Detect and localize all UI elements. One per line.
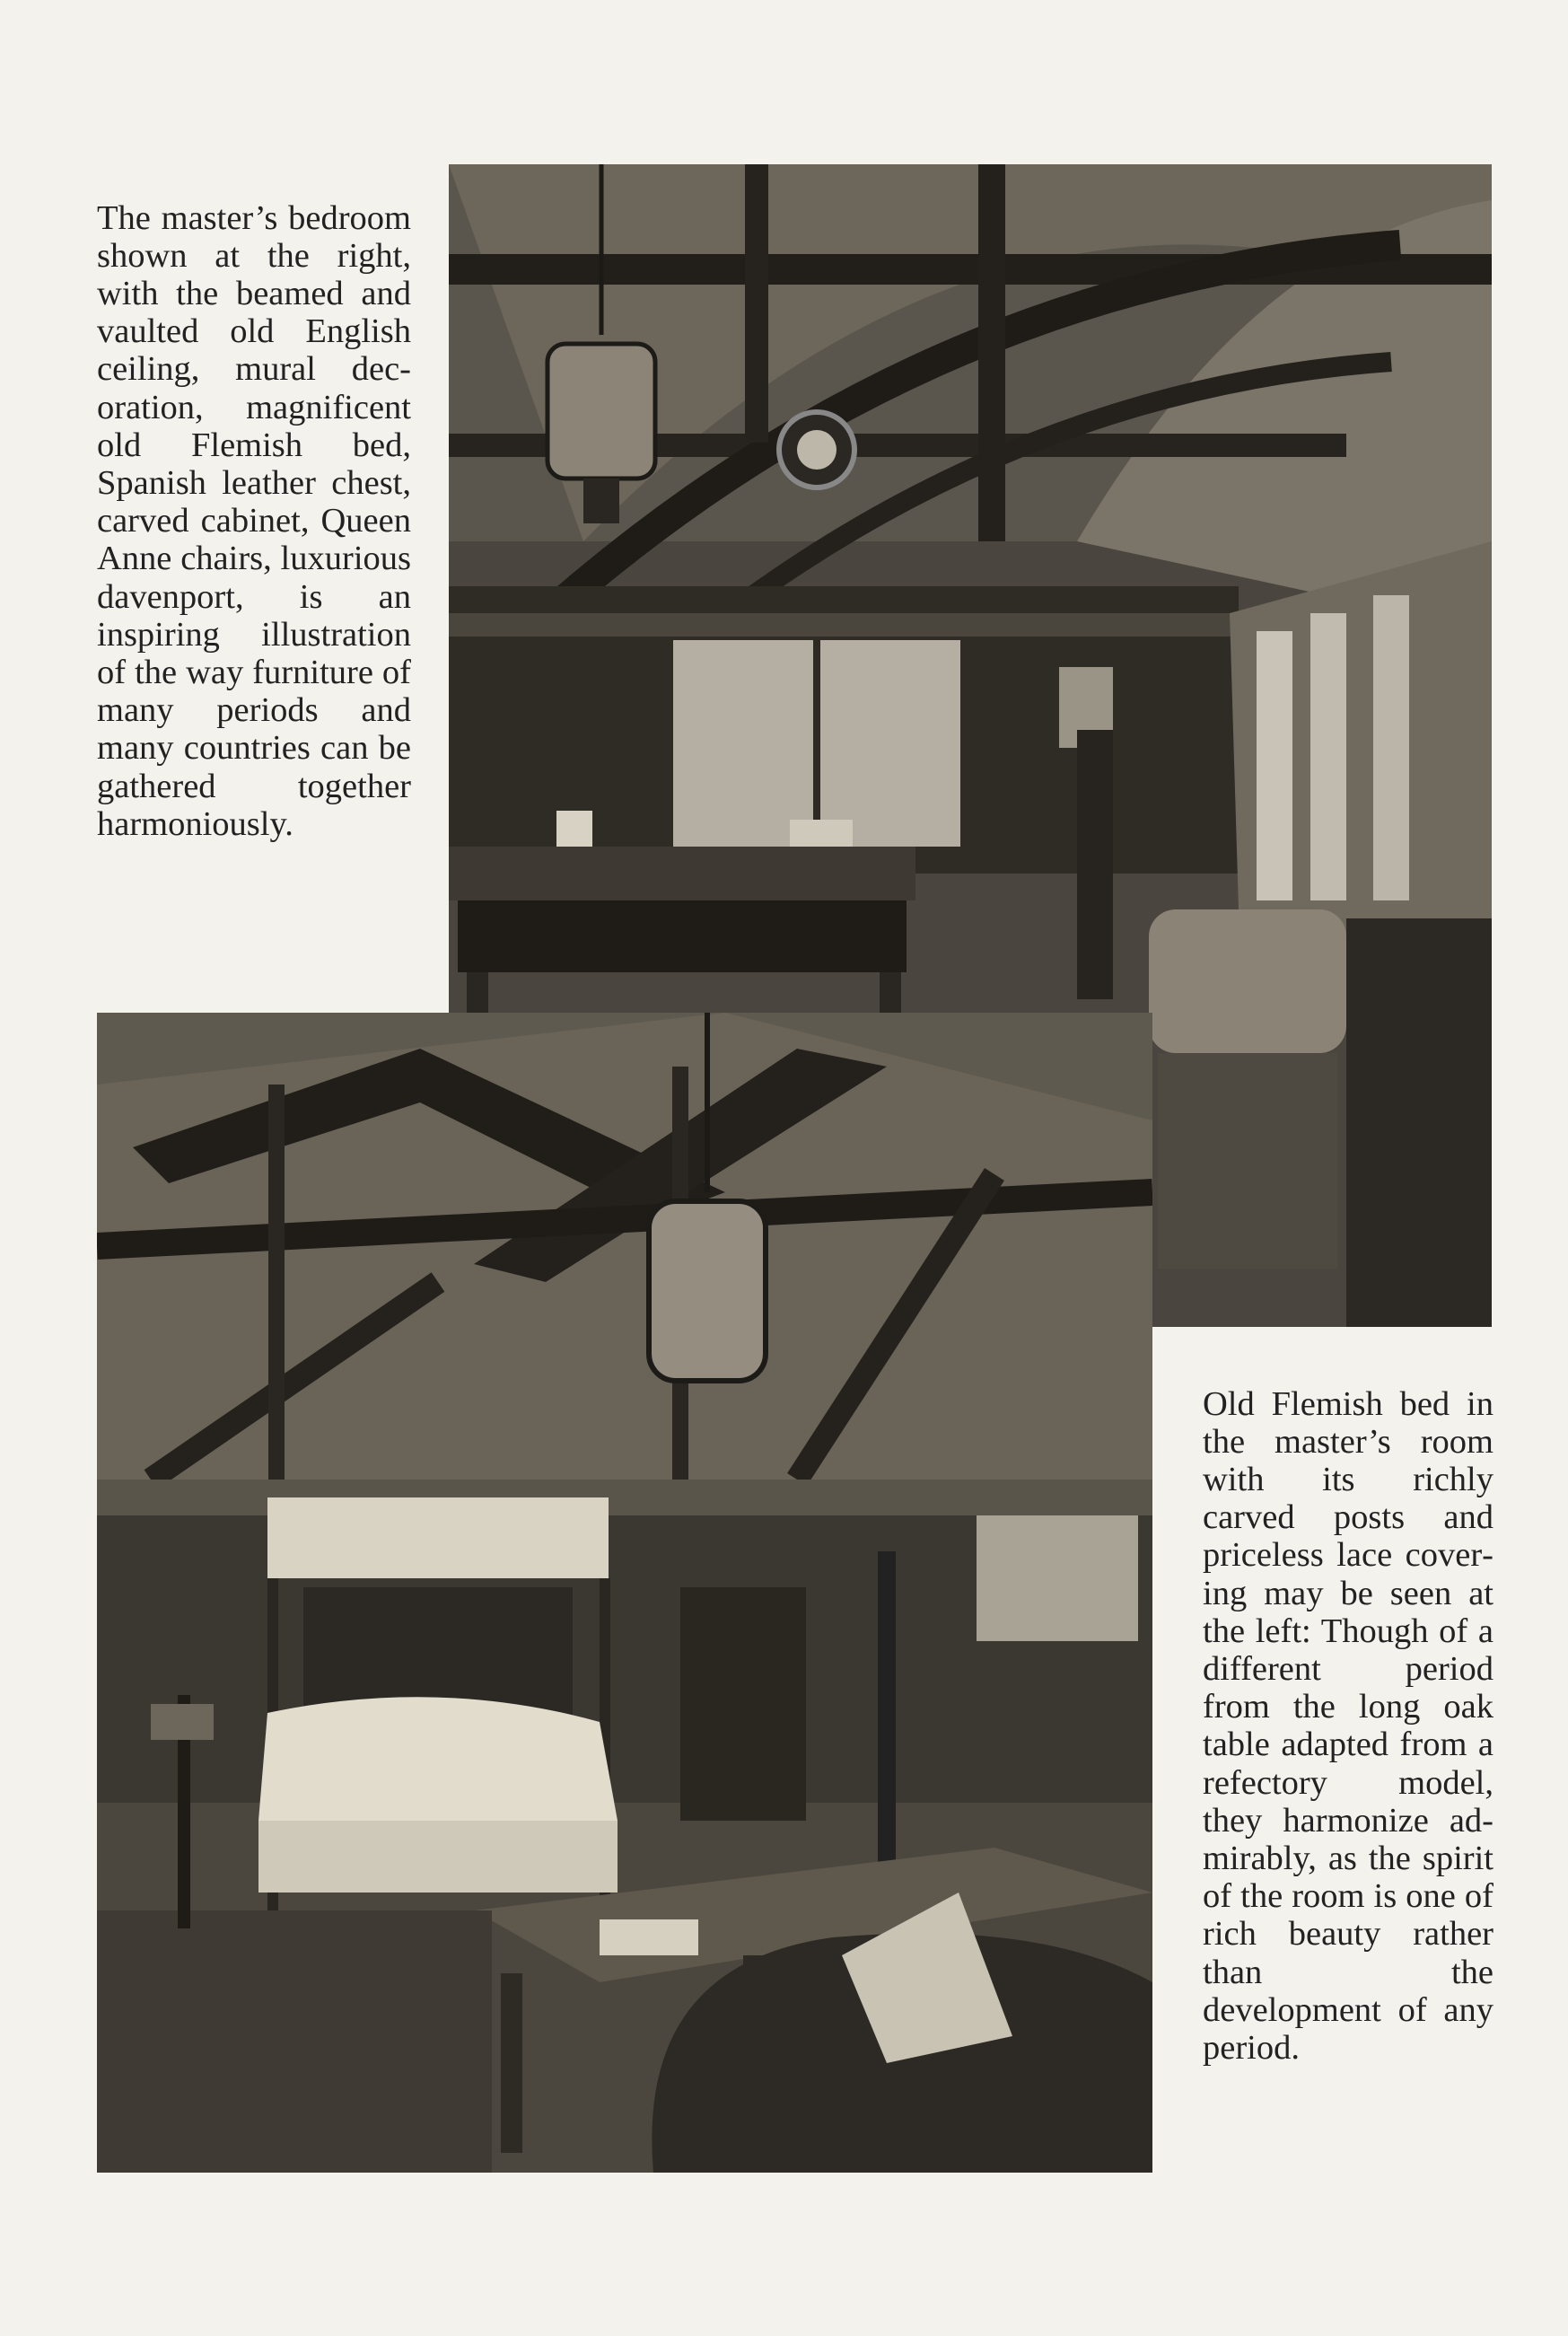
photo-flemish-bed-room-image bbox=[97, 1013, 1152, 2173]
photo-flemish-bed-room bbox=[97, 1013, 1152, 2173]
caption-top: The master’s bedroom shown at the right, with the beamed and vaulted old English ceiling, mural decoration, magnificent old Flemish bed, Spanish leather chest, carved cabinet, Queen Anne chairs, luxurious davenport, is an inspiring illustration of the way furniture of many periods and many countries can be gathered together harmoniously. bbox=[97, 198, 411, 843]
caption-bottom: Old Flemish bed in the master’s room with its richly carved posts and priceless lace covering may be seen at the left: Though of a different period from the long oak table adapted from a refectory model, they harmonize admirably, as the spirit of the room is one of rich beauty rather than the development of any period. bbox=[1203, 1384, 1494, 2067]
